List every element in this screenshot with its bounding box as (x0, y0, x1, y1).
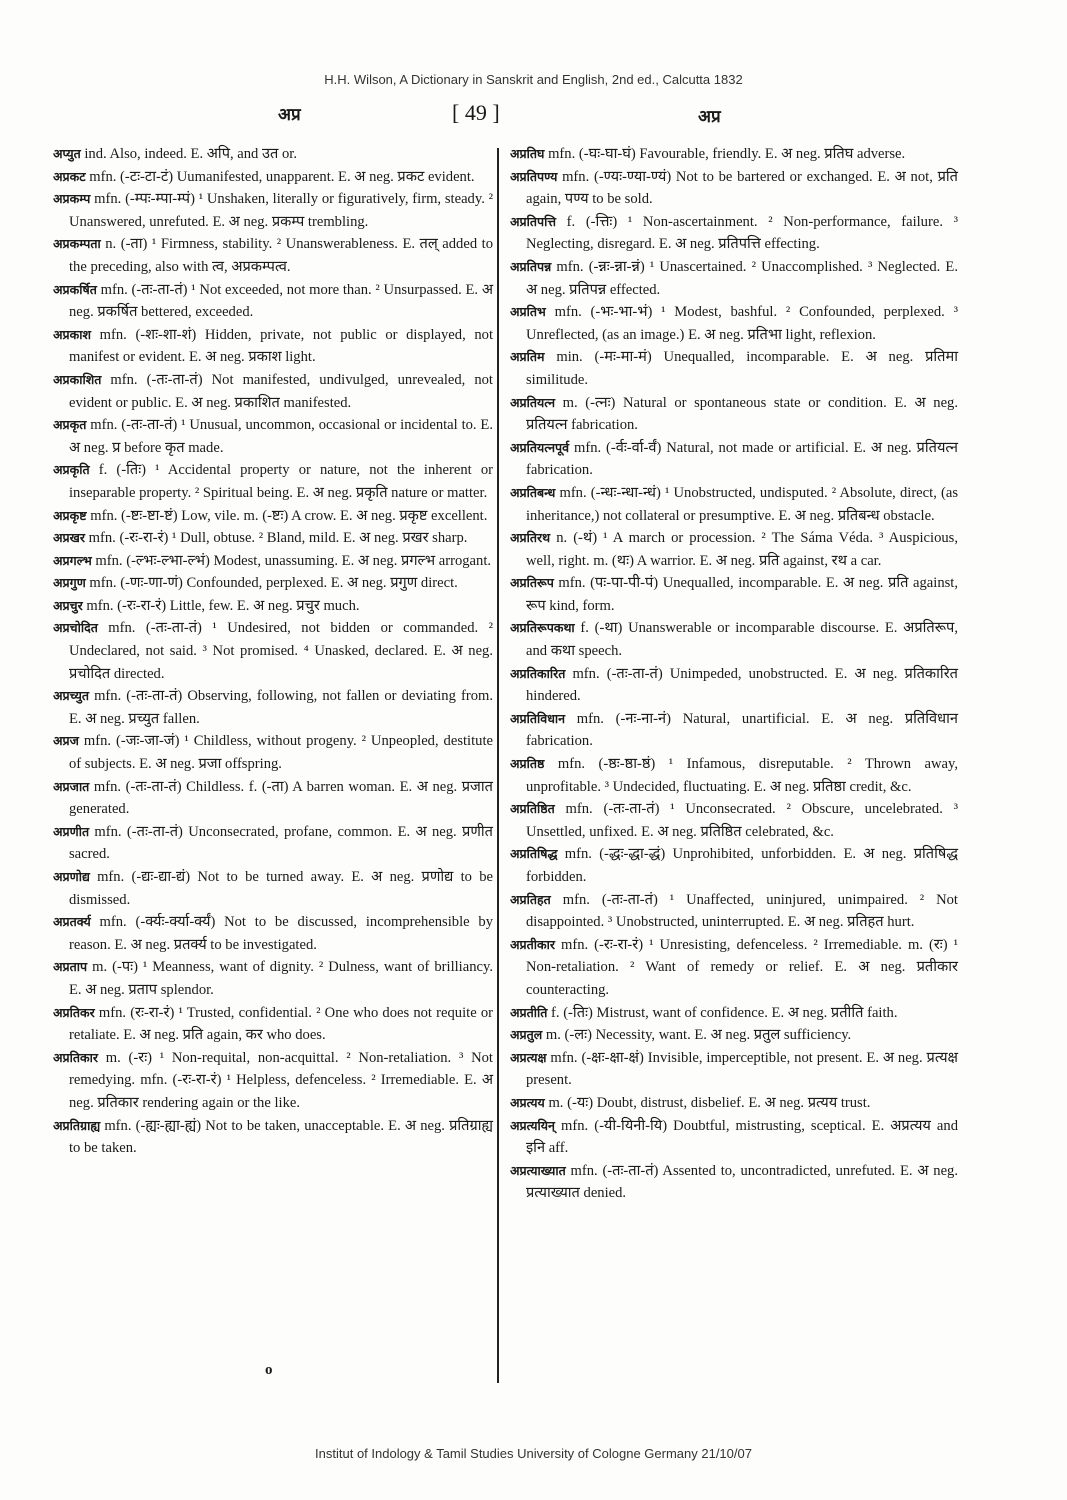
entry-headword: अप्रतियत्न (510, 394, 556, 410)
dictionary-entry (510, 1024, 958, 1047)
dictionary-entry (53, 188, 493, 233)
dictionary-entry (53, 233, 493, 278)
section-mark: o (265, 1362, 273, 1378)
dictionary-entry (53, 414, 493, 459)
dictionary-entry (510, 482, 958, 527)
entry-definition: mfn. (-द्धः-द्धा-द्धं) Unprohibited, unforbidden. E. अ neg. प्रतिषिद्ध forbidden. (526, 846, 958, 885)
dictionary-entry (53, 866, 493, 911)
entry-definition: mfn. (-नः-ना-नं) Natural, unartificial. E. अ neg. प्रतिविधान fabrication. (526, 710, 958, 750)
entry-headword: अप्रकृत (53, 417, 87, 433)
entry-headword: अप्रकम्प (53, 191, 91, 207)
entry-definition: mfn. (-र्वः-र्वा-र्वं) Natural, not made or artificial. E. अ neg. प्रतियत्न fabrication. (526, 439, 958, 479)
entry-definition: mfn. (-यी-यिनी-यि) Doubtful, mistrusting, sceptical. E. अप्रत्यय and इनि aff. (526, 1117, 958, 1157)
entry-headword: अप्रतिबन्ध (510, 484, 556, 500)
entry-definition: f. (-तिः) ¹ Accidental property or nature, not the inherent or inseparable property. ² Spiritual being. E. अ neg. प्रकृति nature or matter. (69, 462, 493, 501)
entry-definition: f. (-था) Unanswerable or incomparable discourse. E. अप्रतिरूप, and कथा speech. (526, 620, 958, 660)
entry-headword: अप्रत्ययिन् (510, 1117, 555, 1133)
entry-headword: अप्रतिरूप (510, 575, 554, 591)
dictionary-entry (510, 346, 958, 391)
entry-headword: अप्रतीति (510, 1004, 548, 1020)
dictionary-entry (53, 324, 493, 369)
entry-definition: mfn. (-तः-ता-तं) ¹ Unusual, uncommon, occasional or incidental to. E. अ neg. प्र before कृत made. (69, 417, 493, 456)
dictionary-entry (510, 1092, 958, 1115)
dictionary-entry (53, 550, 493, 573)
dictionary-entry (510, 392, 958, 437)
entry-definition: m. (-पः) ¹ Meanness, want of dignity. ² Dulness, want of brilliancy. E. अ neg. प्रताप splendor. (69, 959, 493, 998)
entry-headword: अप्रतीकार (510, 936, 555, 952)
dictionary-entry (53, 369, 493, 414)
entry-headword: अप्रत्यय (510, 1094, 545, 1110)
dictionary-entry (510, 1002, 958, 1025)
entry-definition: n. (-ता) ¹ Firmness, stability. ² Unanswerableness. E. तल् added to the preceding, also with त्व, अप्रकम्पत्व. (69, 236, 493, 275)
left-column (53, 143, 493, 1160)
entry-definition: n. (-थं) ¹ A march or procession. ² The Sáma Véda. ³ Auspicious, well, right. m. (थः) A warrior. E. अ neg. प्रति against, रथ a car. (526, 530, 958, 569)
entry-definition: mfn. (-तः-ता-तं) ¹ Unaffected, uninjured, unimpaired. ² Not disappointed. ³ Unobstructed, uninterrupted. E. अ neg. प्रतिहत hurt. (526, 891, 958, 931)
dictionary-entry (510, 143, 958, 166)
entry-definition: mfn. (-तः-ता-तं) ¹ Unconsecrated. ² Obscure, uncelebrated. ³ Unsettled, unfixed. E. अ neg. प्रतिष्ठित celebrated, &c. (526, 801, 958, 840)
dictionary-entry (53, 595, 493, 618)
entry-definition: mfn. (-ष्टः-ष्टा-ष्टं) Low, vile. m. (-ष्टः) A crow. E. अ neg. प्रकृष्ट excellent. (86, 507, 488, 524)
running-head-left: अप्र (278, 105, 301, 125)
dictionary-entry (510, 708, 958, 753)
entry-definition: m. (-रः) ¹ Non-requital, non-acquittal. ² Non-retaliation. ³ Not remedying. mfn. (-रः-रा-रं) ¹ Helpless, defenceless. ² Irremediable. E. अ neg. प्रतिकार rendering again or the like. (69, 1049, 493, 1111)
dictionary-entry (510, 301, 958, 346)
dictionary-entry (53, 166, 493, 189)
entry-definition: mfn. (-तः-ता-तं) Unconsecrated, profane, common. E. अ neg. प्रणीत sacred. (69, 823, 493, 863)
running-head (0, 100, 1067, 132)
entry-definition: m. (-लः) Necessity, want. E. अ neg. प्रतुल sufficiency. (542, 1027, 852, 1044)
entry-headword: अप्रकर्षित (53, 281, 97, 297)
dictionary-entry (510, 572, 958, 617)
entry-definition: mfn. (-ह्यः-ह्या-ह्यं) Not to be taken, unacceptable. E. अ neg. प्रतिग्राह्य to be taken. (69, 1117, 493, 1157)
dictionary-entry (53, 617, 493, 685)
dictionary-entry (53, 505, 493, 528)
dictionary-entry (53, 685, 493, 730)
entry-headword: अप्रतिकार (53, 1049, 98, 1065)
entry-headword: अप्रकम्पता (53, 236, 101, 252)
dictionary-entry (510, 166, 958, 211)
entry-definition: mfn. (-ल्भः-ल्भा-ल्भं) Modest, unassuming. E. अ neg. प्रगल्भ arrogant. (91, 552, 492, 569)
entry-definition: mfn. (-तः-ता-तं) Childless. f. (-ता) A barren woman. E. अ neg. प्रजात generated. (69, 778, 493, 818)
dictionary-entry (510, 256, 958, 301)
dictionary-entry (53, 911, 493, 956)
entry-definition: mfn. (-क्षः-क्षा-क्षं) Invisible, imperceptible, not present. E. अ neg. प्रत्यक्ष present. (526, 1049, 958, 1089)
dictionary-entry (510, 1160, 958, 1205)
entry-headword: अप्रकट (53, 168, 86, 184)
entry-headword: अप्रकाशित (53, 371, 102, 387)
dictionary-entry (510, 1047, 958, 1092)
entry-headword: अप्रच्युत (53, 688, 89, 704)
entry-headword: अप्रत्यक्ष (510, 1049, 547, 1065)
entry-definition: mfn. (-रः-रा-रं) ¹ Dull, obtuse. ² Bland, mild. E. अ neg. प्रखर sharp. (85, 530, 468, 547)
dictionary-entry (53, 1047, 493, 1115)
dictionary-entry (510, 934, 958, 1002)
entry-definition: mfn. (-भः-भा-भं) ¹ Modest, bashful. ² Confounded, perplexed. ³ Unreflected, (as an image.) E. अ neg. प्रतिभा light, reflexion. (526, 304, 958, 343)
source-header: H.H. Wilson, A Dictionary in Sanskrit and English, 2nd ed., Calcutta 1832 (324, 72, 743, 87)
entry-definition: mfn. (-रः-रा-रं) ¹ Unresisting, defenceless. ² Irremediable. m. (रः) ¹ Non-retaliation. ² Want of remedy or relief. E. अ neg. प्रतीकार counteracting. (526, 936, 958, 998)
entry-definition: mfn. (रः-रा-रं) ¹ Trusted, confidential. ² One who does not requite or retaliate. E. अ neg. प्रति again, कर who does. (69, 1004, 493, 1044)
entry-headword: अप्रखर (53, 530, 86, 546)
entry-definition: mfn. (-न्नः-न्ना-न्नं) ¹ Unascertained. ² Unaccomplished. ³ Neglected. E. अ neg. प्रतिपन्न effected. (526, 258, 958, 298)
dictionary-entry (53, 527, 493, 550)
entry-headword: अप्रतिष्ठ (510, 756, 545, 772)
dictionary-entry (53, 730, 493, 775)
entry-headword: अप्रज (53, 733, 79, 749)
entry-headword: अप्रतिग्राह्य (53, 1117, 101, 1133)
entry-headword: अप्रतिपत्ति (510, 213, 557, 229)
entry-headword: अप्रचुर (53, 597, 83, 613)
entry-headword: अप्रतिपण्य (510, 168, 558, 184)
entry-definition: mfn. (-तः-ता-तं) Unimpeded, unobstructed. E. अ neg. प्रतिकारित hindered. (526, 665, 958, 705)
entry-definition: f. (-तिः) Mistrust, want of confidence. E. अ neg. प्रतीति faith. (547, 1004, 898, 1021)
entry-definition: mfn. (-तः-ता-तं) Not manifested, undivulged, unrevealed, not evident or public. E. अ neg. प्रकाशित manifested. (69, 371, 493, 411)
dictionary-entry (53, 572, 493, 595)
entry-definition: mfn. (-जः-जा-जं) ¹ Childless, without progeny. ² Unpeopled, destitute of subjects. E. अ neg. प्रजा offspring. (69, 733, 493, 773)
entry-definition: mfn. (-तः-ता-तं) ¹ Undesired, not bidden or commanded. ² Undeclared, not said. ³ Not promised. ⁴ Unasked, declared. E. अ neg. प्रचोदित directed. (69, 620, 493, 682)
entry-definition: min. (-मः-मा-मं) Unequalled, incomparable. E. अ neg. प्रतिमा similitude. (526, 349, 958, 388)
dictionary-entry (53, 776, 493, 821)
dictionary-entry (53, 956, 493, 1001)
entry-headword: अप्रकाश (53, 326, 92, 342)
dictionary-entry (510, 753, 958, 798)
dictionary-entry (53, 143, 493, 166)
entry-headword: अप्रतिरथ (510, 530, 551, 546)
entry-headword: अप्रत्याख्यात (510, 1162, 566, 1178)
dictionary-entry (510, 843, 958, 888)
entry-definition: mfn. (-ण्यः-ण्या-ण्यं) Not to be bartered or exchanged. E. अ not, प्रति again, पण्य to be sold. (526, 168, 958, 208)
entry-definition: mfn. (-ष्ठः-ष्ठा-ष्ठं) ¹ Infamous, disreputable. ² Thrown away, unprofitable. ³ Undecided, fluctuating. E. अ neg. प्रतिष्ठा credit, &c. (526, 756, 958, 795)
entry-headword: अप्रतिम (510, 349, 545, 365)
column-divider (497, 148, 499, 1383)
entry-definition: mfn. (-णः-णा-णं) Confounded, perplexed. E. अ neg. प्रगुण direct. (85, 575, 458, 592)
right-column (510, 143, 958, 1205)
dictionary-entry (53, 821, 493, 866)
dictionary-entry (510, 1115, 958, 1160)
entry-definition: ind. Also, indeed. E. अपि, and उत or. (80, 146, 297, 162)
entry-definition: m. (-त्नः) Natural or spontaneous state or condition. E. अ neg. प्रतियत्न fabrication. (526, 394, 958, 434)
entry-headword: अप्युत (53, 146, 81, 161)
entry-headword: अप्रचोदित (53, 620, 98, 636)
entry-headword: अप्रतियत्नपूर्व (510, 439, 570, 455)
entry-headword: अप्रतिविधान (510, 710, 566, 726)
dictionary-entry (53, 1002, 493, 1047)
entry-definition: mfn. (-तः-ता-तं) Observing, following, not fallen or deviating from. E. अ neg. प्रच्युत fallen. (69, 688, 493, 727)
entry-definition: mfn. (-घः-घा-घं) Favourable, friendly. E. अ neg. प्रतिघ adverse. (544, 146, 906, 162)
dictionary-entry (510, 527, 958, 572)
entry-definition: mfn. (पः-पा-पी-पं) Unequalled, incomparable. E. अ neg. प्रति against, रूप kind, form. (526, 575, 958, 614)
entry-headword: अप्रतर्क्य (53, 914, 91, 930)
entry-headword: अप्रगल्भ (53, 552, 92, 568)
entry-definition: mfn. (-द्यः-द्या-द्यं) Not to be turned away. E. अ neg. प्रणोद्य to be dismissed. (69, 869, 493, 908)
entry-headword: अप्रतिहत (510, 891, 551, 907)
entry-definition: mfn. (-म्पः-म्पा-म्पं) ¹ Unshaken, literally or figuratively, firm, steady. ² Unanswered, unrefuted. E. अ neg. प्रकम्प trembling. (69, 191, 493, 230)
entry-definition: mfn. (-रः-रा-रं) Little, few. E. अ neg. प्रचुर much. (82, 597, 360, 614)
entry-definition: m. (-यः) Doubt, distrust, disbelief. E. अ neg. प्रत्यय trust. (544, 1094, 871, 1111)
dictionary-entry (510, 798, 958, 843)
entry-headword: अप्रकृति (53, 462, 90, 478)
entry-headword: अप्रकृष्ट (53, 507, 87, 523)
entry-headword: अप्रणोद्य (53, 869, 90, 884)
entry-definition: mfn. (-तः-ता-तं) ¹ Not exceeded, not more than. ² Unsurpassed. E. अ neg. प्रकर्षित bettered, exceeded. (69, 281, 493, 321)
dictionary-entry (510, 663, 958, 708)
running-head-right: अप्र (698, 107, 721, 127)
dictionary-entry (53, 279, 493, 324)
entry-headword: अप्रतिरूपकथा (510, 620, 575, 636)
entry-headword: अप्रतिभ (510, 304, 546, 320)
entry-headword: अप्रतिघ (510, 146, 545, 161)
entry-headword: अप्रताप (53, 959, 88, 975)
entry-definition: mfn. (-न्धः-न्धा-न्धं) ¹ Unobstructed, undisputed. ² Absolute, direct, (as inheritance,) not collateral or presumptive. E. अ neg. प्रतिबन्ध obstacle. (526, 484, 958, 524)
entry-headword: अप्रतिषिद्ध (510, 846, 558, 862)
dictionary-entry (510, 211, 958, 256)
entry-definition: mfn. (-टः-टा-टं) Uumanifested, unapparent. E. अ neg. प्रकट evident. (85, 168, 475, 185)
entry-headword: अप्रतिकारित (510, 665, 566, 681)
entry-definition: mfn. (-तः-ता-तं) Assented to, uncontradicted, unrefuted. E. अ neg. प्रत्याख्यात denied. (526, 1162, 958, 1202)
dictionary-entry (510, 889, 958, 934)
page-number: [ 49 ] (452, 100, 500, 125)
dictionary-entry (53, 459, 493, 504)
dictionary-entry (510, 437, 958, 482)
entry-headword: अप्रतिकर (53, 1004, 95, 1020)
entry-headword: अप्रतिपन्न (510, 258, 552, 274)
entry-definition: f. (-त्तिः) ¹ Non-ascertainment. ² Non-performance, failure. ³ Neglecting, disregard. E. अ neg. प्रतिपत्ति effecting. (526, 213, 958, 253)
dictionary-entry (510, 617, 958, 662)
entry-definition: mfn. (-शः-शा-शं) Hidden, private, not public or displayed, not manifest or evident. E. अ neg. प्रकाश light. (69, 326, 493, 366)
entry-headword: अप्रणीत (53, 823, 90, 839)
entry-definition: mfn. (-र्क्यः-र्क्या-र्क्यं) Not to be discussed, incomprehensible by reason. E. अ neg. प्रतर्क्य to be investigated. (69, 914, 493, 953)
entry-headword: अप्रतिष्ठित (510, 801, 555, 817)
entry-headword: अप्रतुल (510, 1027, 543, 1043)
source-footer: Institut of Indology & Tamil Studies University of Cologne Germany 21/10/07 (315, 1446, 752, 1461)
entry-headword: अप्रजात (53, 778, 90, 794)
entry-headword: अप्रगुण (53, 575, 86, 591)
dictionary-entry (53, 1115, 493, 1160)
